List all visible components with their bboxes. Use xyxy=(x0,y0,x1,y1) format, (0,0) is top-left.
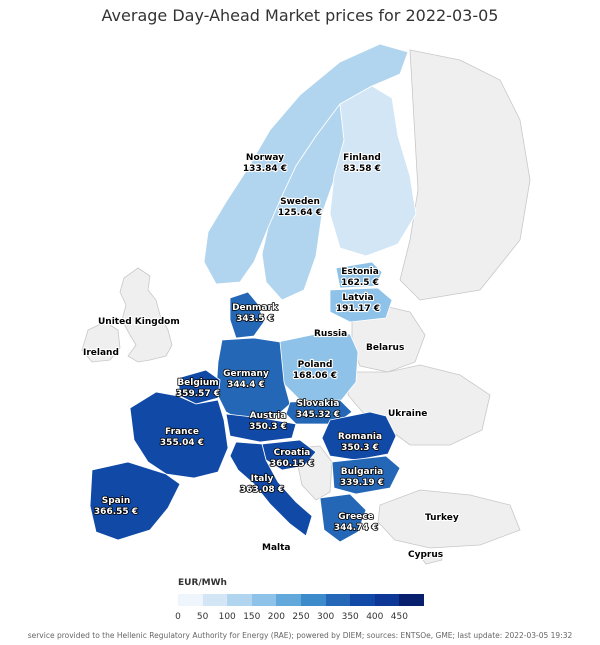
greece-name-label: Greece xyxy=(338,512,374,522)
legend-swatch xyxy=(399,594,424,606)
footer-credits: service provided to the Hellenic Regulatory Authority for Energy (RAE); powered by DIEM; sources: ENTSOe, GME; last update: 2022-03-05 19:32 xyxy=(27,631,573,640)
slovakia-price-label: 345.32 € xyxy=(295,410,341,420)
malta-label: Malta xyxy=(262,543,291,553)
legend-tick-label: 450 xyxy=(390,612,408,622)
romania-price-label: 350.3 € xyxy=(341,443,379,453)
legend-tick-label: 400 xyxy=(366,612,384,622)
legend-swatch xyxy=(301,594,326,606)
denmark-price-label: 343.5 € xyxy=(236,314,274,324)
sweden-price-label: 125.64 € xyxy=(277,208,323,218)
estonia-price-label: 162.5 € xyxy=(341,278,379,288)
greece-price-label: 344.74 € xyxy=(333,523,379,533)
belgium-price-label: 359.57 € xyxy=(175,389,221,399)
turkey-label: Turkey xyxy=(425,513,459,523)
estonia-name-label: Estonia xyxy=(341,267,379,277)
slovakia-name-label: Slovakia xyxy=(296,399,340,409)
united-kingdom-label: United Kingdom xyxy=(98,317,180,327)
legend-swatch xyxy=(227,594,252,606)
france-name-label: France xyxy=(165,427,199,437)
belgium-name-label: Belgium xyxy=(177,378,219,388)
germany-name-label: Germany xyxy=(223,369,269,379)
legend-swatch xyxy=(326,594,351,606)
belarus-label: Belarus xyxy=(366,343,405,353)
norway-name-label: Norway xyxy=(245,153,285,163)
legend-tick-label: 300 xyxy=(317,612,335,622)
legend-swatch xyxy=(375,594,400,606)
ukraine-label: Ukraine xyxy=(388,409,428,419)
bulgaria-name-label: Bulgaria xyxy=(340,467,384,477)
legend-tick-label: 50 xyxy=(196,612,209,622)
legend-ticks xyxy=(172,612,432,624)
legend-swatch xyxy=(350,594,375,606)
spain-price-label: 366.55 € xyxy=(93,507,139,517)
legend-swatch xyxy=(203,594,228,606)
cyprus-label: Cyprus xyxy=(408,550,444,560)
ireland-label: Ireland xyxy=(83,348,119,358)
germany-price-label: 344.4 € xyxy=(227,380,265,390)
legend-swatch xyxy=(252,594,277,606)
romania-name-label: Romania xyxy=(337,432,383,442)
norway-price-label: 133.84 € xyxy=(242,164,288,174)
poland-name-label: Poland xyxy=(297,360,333,370)
latvia-name-label: Latvia xyxy=(342,293,374,303)
russia-shape[interactable] xyxy=(400,50,530,300)
legend-swatch xyxy=(178,594,203,606)
legend-tick-label: 250 xyxy=(292,612,310,622)
poland-price-label: 168.06 € xyxy=(292,371,338,381)
sweden-name-label: Sweden xyxy=(280,197,320,207)
latvia-price-label: 191.17 € xyxy=(335,304,381,314)
austria-name-label: Austria xyxy=(249,411,287,421)
italy-price-label: 363.08 € xyxy=(239,485,285,495)
legend-swatch xyxy=(276,594,301,606)
france-price-label: 355.04 € xyxy=(159,438,205,448)
map-title: Average Day-Ahead Market prices for 2022-03-05 xyxy=(101,6,499,25)
finland-name-label: Finland xyxy=(343,153,381,163)
legend-tick-label: 200 xyxy=(267,612,285,622)
legend-tick-label: 150 xyxy=(243,612,261,622)
united-kingdom-shape[interactable] xyxy=(120,268,172,362)
finland-price-label: 83.58 € xyxy=(343,164,381,174)
croatia-name-label: Croatia xyxy=(273,448,311,458)
legend-title: EUR/MWh xyxy=(178,578,227,588)
legend-color-bar xyxy=(178,594,424,606)
russia-label: Russia xyxy=(314,329,348,339)
italy-name-label: Italy xyxy=(250,474,274,484)
croatia-price-label: 360.15 € xyxy=(269,459,315,469)
legend-tick-label: 100 xyxy=(218,612,236,622)
denmark-name-label: Denmark xyxy=(232,303,278,313)
legend-tick-label: 0 xyxy=(175,612,181,622)
bulgaria-price-label: 339.19 € xyxy=(339,478,385,488)
austria-price-label: 350.3 € xyxy=(249,422,287,432)
legend-tick-label: 350 xyxy=(341,612,359,622)
spain-name-label: Spain xyxy=(101,496,131,506)
